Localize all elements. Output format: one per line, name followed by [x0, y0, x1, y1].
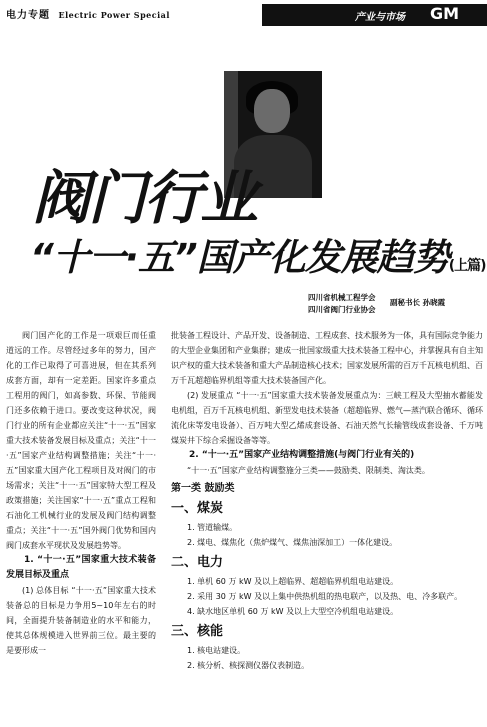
article-title: 阀门行业	[32, 164, 257, 232]
section-title-coal: 一、煤炭	[171, 501, 224, 516]
nuclear-item-1: 1. 核电站建设。	[187, 646, 246, 655]
nuclear-item-2: 2. 核分析、核探测仪器仪表制造。	[187, 661, 310, 670]
article-subtitle	[30, 236, 486, 288]
right-paragraph-1: 批装备工程设计、产品开发、设备制造、工程成套、技术服务为一体，具有国际竞争能力的大型企业集团和产业集群；建成一批国家级重大技术装备工程中心，并掌握具有自主知识产权的重大技术装备和重大产品制造核心技术；国家发展所需的百万千瓦核电机组、百万千瓦超超临界机组等重大技术装备国产化。	[171, 331, 483, 385]
right-paragraph-3: “十一·五”国家产业结构调整施分三类——鼓励类、限制类、淘汰类。	[187, 466, 430, 475]
coal-item-1: 1. 管道输煤。	[187, 523, 238, 532]
left-paragraph-1: 阀门国产化的工作是一项艰巨而任重道远的工作。尽管经过多年的努力，国产化的工作已取得了可喜进展，但在其系列成套方面，却有一定差距。国家许多重点工程用的阀门，如高参数、环保、节能阀门还多依赖于进口。要改变这种状况，阀门行业的所有企业都应关注“十一·五”国家重大技术装备发展目标及重点；关注“十一·五”国家产业结构调整措施；关注“十一·五”国家重大国产化工程项目及对阀门的市场需求；关注“十一·五”国家特大型工程及政策措施；关注国家“十一·五”重点工程和石油化工机械行业的发展及阀门结构调整重点；关注“十一·五”国外阀门优势和国内阀门成套水平现状及发展趋势等。	[6, 331, 156, 550]
right-paragraph-2: (2) 发展重点 “十一·五”国家重大技术装备发展重点为：三峡工程及大型抽水蓄能发电机组，百万千瓦核电机组、新型发电技术装备（超超临界、燃气—蒸汽联合循环、循环流化床等发电设备）、百万吨大型乙烯成套设备、石油天然气长输管线成套设备、千万吨煤炭井下综合采掘设备等等。	[171, 391, 483, 445]
column-header	[6, 6, 170, 21]
power-item-2: 2. 采用 30 万 kW 及以上集中供热机组的热电联产，以及热、电、冷多联产。	[187, 592, 463, 601]
right-column	[171, 328, 483, 673]
power-item-1: 1. 单机 60 万 kW 及以上超临界、超超临界机组电站建设。	[187, 577, 399, 586]
author-org-1: 四川省机械工程学会	[308, 293, 376, 302]
left-paragraph-2: (1) 总体目标 “十一·五”国家重大技术装备总的目标是力争用5~10年左右的时间，全面提升装备制造业的水平和能力，使其总体规模进入世界前三位。最主要的是要形成一	[6, 586, 156, 655]
column-name: 电力专题	[6, 10, 50, 21]
right-heading-2: 2. “十一·五”国家产业结构调整措施(与阀门行业有关的)	[189, 450, 415, 460]
magazine-logo: GM	[430, 4, 460, 23]
author-orgs	[308, 292, 376, 316]
subtitle-part: (上篇)	[448, 258, 486, 274]
author-name: 副秘书长 孙晓霞	[390, 298, 446, 307]
section-title-nuclear: 三、核能	[171, 624, 224, 639]
power-item-4: 4. 缺水地区单机 60 万 kW 及以上大型空冷机组电站建设。	[187, 607, 399, 616]
section-title-power: 二、电力	[171, 555, 224, 570]
left-column	[6, 328, 156, 658]
subtitle-text: “十一·五”国产化发展趋势	[30, 236, 449, 279]
coal-item-2: 2. 煤电、煤焦化（焦炉煤气、煤焦油深加工）一体化建设。	[187, 538, 398, 547]
section-name: 产业与市场	[355, 12, 405, 23]
category-heading: 第一类 鼓励类	[171, 483, 235, 494]
left-heading-1: 1. “十一·五”国家重大技术装备发展目标及重点	[6, 555, 156, 580]
column-name-en: Electric Power Special	[58, 10, 170, 20]
author-org-2: 四川省阀门行业协会	[308, 305, 376, 314]
